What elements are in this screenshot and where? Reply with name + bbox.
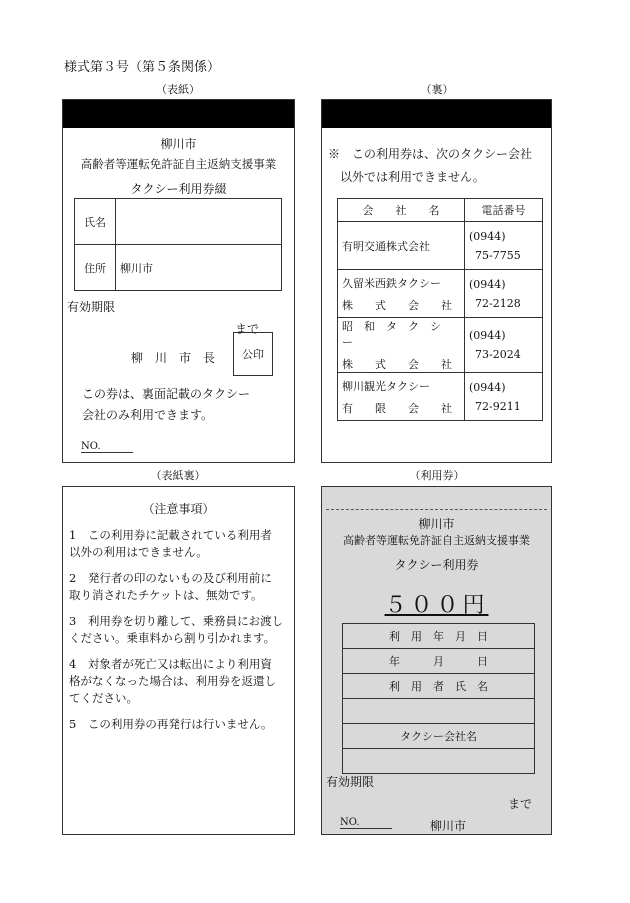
cover-number-field <box>81 441 133 453</box>
taxi-company-field <box>343 749 535 774</box>
official-seal-box <box>233 332 273 376</box>
notes-list <box>69 527 283 733</box>
company-phone: (0944) 72-9211 <box>465 373 543 421</box>
cover-until: まで <box>235 322 260 336</box>
company-name: 柳川観光タクシー 有 限 会 社 <box>338 373 465 421</box>
ticket-perforation <box>326 509 547 510</box>
cover-note-line2: 会社のみ利用できます。 <box>82 408 214 422</box>
notes-item: 4 対象者が死亡又は転出により利用資 格がなくなった場合は、利用券を返還し てください。 <box>69 657 276 705</box>
ticket-usage-table <box>342 623 535 774</box>
ticket-number-field: NO. <box>340 817 392 829</box>
company-row <box>338 270 543 318</box>
company-row <box>338 222 543 270</box>
cover-black-bar <box>63 100 294 128</box>
notes-item: 1 この利用券に記載されている利用者 以外の利用はできません。 <box>69 528 272 559</box>
back-notice-line1: ※ この利用券は、次のタクシー会社 <box>328 147 533 161</box>
company-name: 有明交通株式会社 <box>338 222 465 270</box>
user-name-label: 利 用 者 氏 名 <box>343 674 535 699</box>
company-name: 昭 和 タ ク シ ー 株 式 会 社 <box>338 318 465 373</box>
user-name-field <box>343 699 535 724</box>
ticket-amount: ５００円 <box>384 593 489 618</box>
back-panel <box>321 99 552 463</box>
mayor-label: 柳 川 市 長 <box>131 351 216 365</box>
usage-date-field: 年 月 日 <box>343 649 535 674</box>
phone-header: 電話番号 <box>465 199 543 222</box>
cover-note-line1: この券は、裏面記載のタクシー <box>82 387 251 401</box>
notes-item: 3 利用券を切り離して、乗務員にお渡し ください。乗車料から割り引かれます。 <box>69 614 284 645</box>
name-label: 氏名 <box>75 199 116 245</box>
address-value: 柳川市 <box>116 245 282 291</box>
back-caption: （裏） <box>420 83 454 96</box>
ticket-program: 高齢者等運転免許証自主返納支援事業 <box>343 534 530 547</box>
company-name: 久留米西鉄タクシー 株 式 会 社 <box>338 270 465 318</box>
cover-program: 高齢者等運転免許証自主返納支援事業 <box>80 157 277 171</box>
name-value <box>116 199 282 245</box>
cover-caption: （表紙） <box>156 83 200 96</box>
company-phone: (0944) 72-2128 <box>465 270 543 318</box>
company-phone: (0944) 73-2024 <box>465 318 543 373</box>
company-row <box>338 373 543 421</box>
company-row <box>338 318 543 373</box>
cover-panel <box>62 99 295 463</box>
ticket-label: タクシー利用券 <box>394 558 479 572</box>
usage-date-label: 利 用 年 月 日 <box>343 624 535 649</box>
cover-back-panel <box>62 486 295 835</box>
ticket-panel <box>321 486 552 835</box>
notes-item: 2 発行者の印のないもの及び利用前に 取り消されたチケットは、無効です。 <box>69 571 272 602</box>
form-title: 様式第３号（第５条関係） <box>64 60 221 75</box>
ticket-until: まで <box>508 797 533 811</box>
cover-info-table <box>74 198 282 291</box>
address-label: 住所 <box>75 245 116 291</box>
company-phone: (0944) 75-7755 <box>465 222 543 270</box>
notes-heading: （注意事項） <box>142 502 215 516</box>
cover-validity-label: 有効期限 <box>67 300 116 314</box>
cover-booklet-title: タクシー利用券綴 <box>130 182 227 196</box>
company-table <box>337 198 543 421</box>
cover-city: 柳川市 <box>160 137 197 151</box>
ticket-validity-label: 有効期限 <box>326 775 375 789</box>
back-black-bar <box>322 100 551 128</box>
seal-label: 公印 <box>242 348 264 361</box>
company-header: 会 社 名 <box>338 199 465 222</box>
notes-item: 5 この利用券の再発行は行いません。 <box>69 717 273 731</box>
cover-no-label: NO. <box>81 441 101 452</box>
ticket-city: 柳川市 <box>418 517 455 531</box>
cover-back-caption: （表紙裏） <box>150 469 206 482</box>
back-notice-line2: 以外では利用できません。 <box>340 170 485 184</box>
ticket-caption: （利用券） <box>409 469 465 482</box>
taxi-company-label: タクシー会社名 <box>343 724 535 749</box>
ticket-issuer: 柳川市 <box>430 819 467 833</box>
